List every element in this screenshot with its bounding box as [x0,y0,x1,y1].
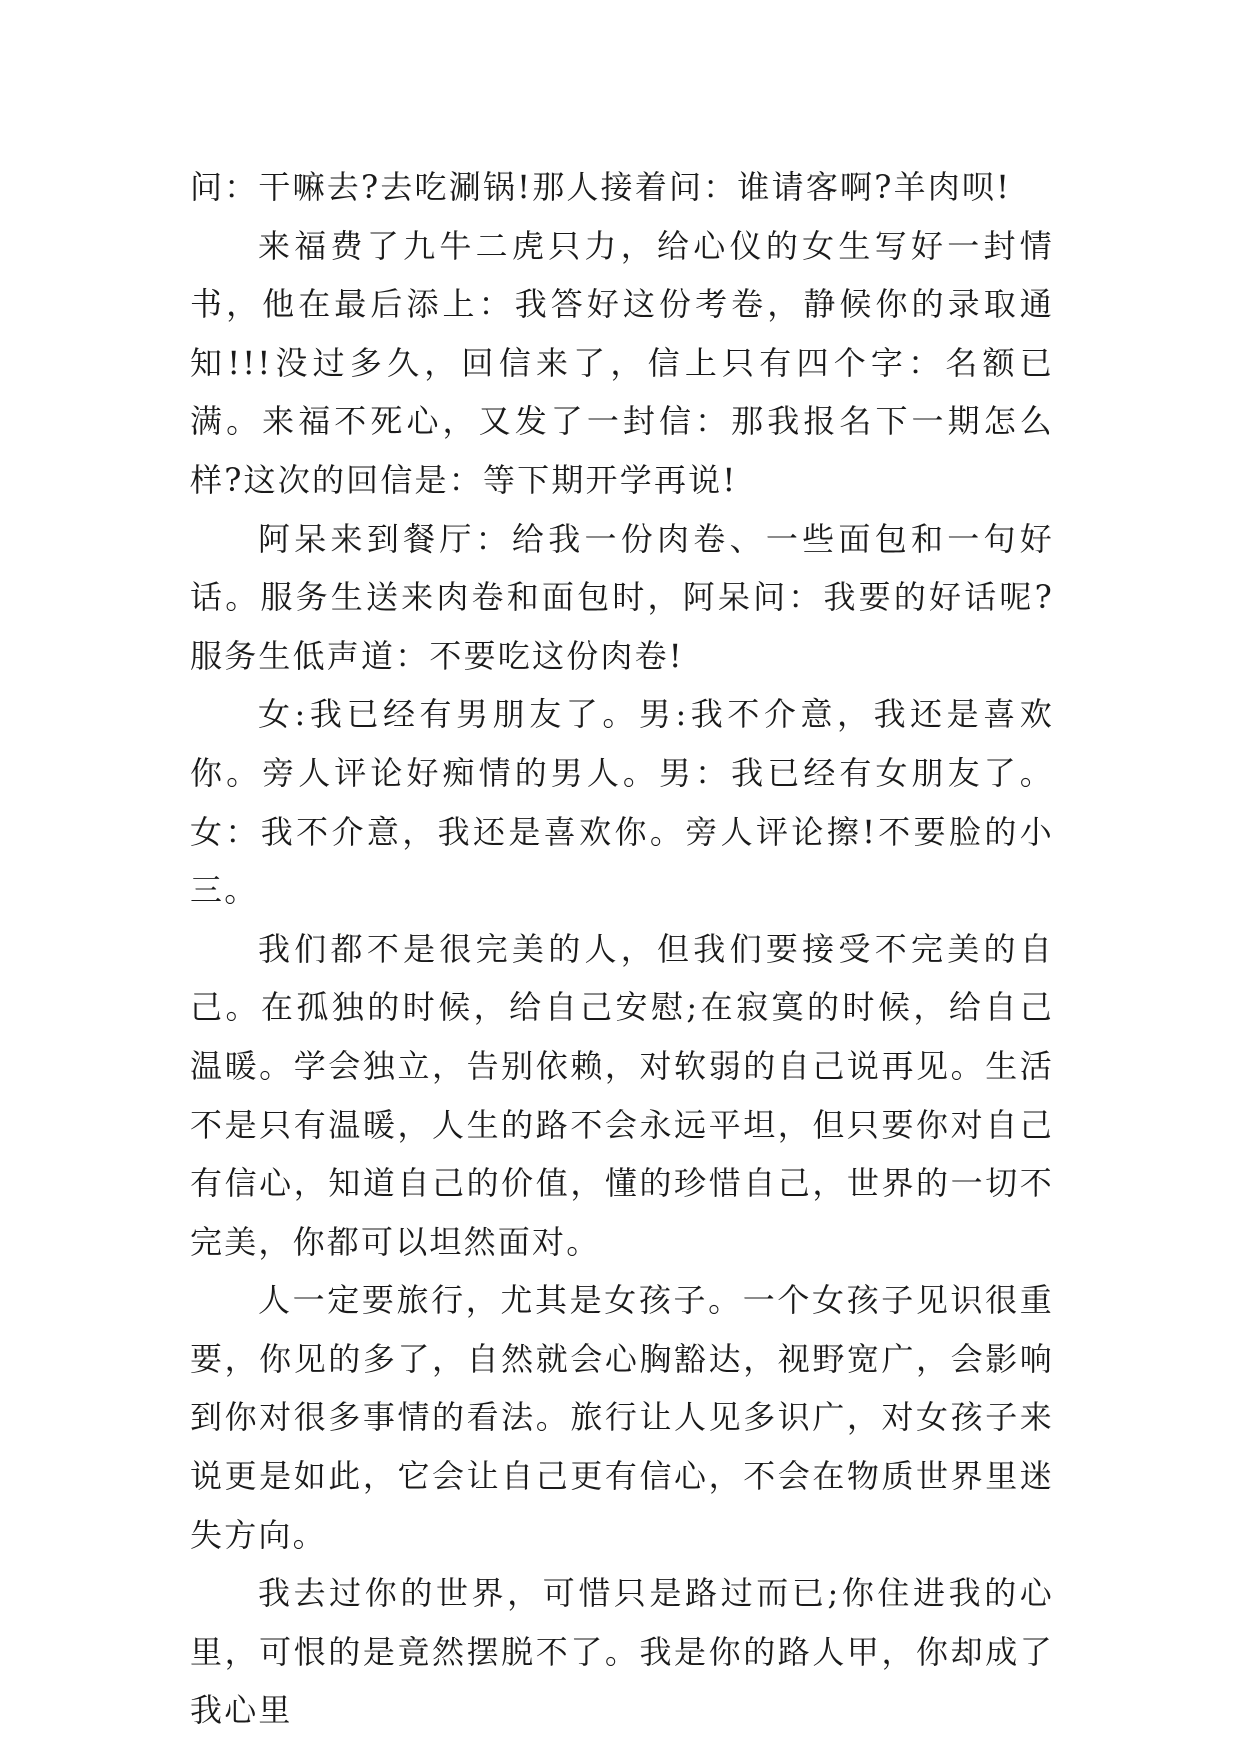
paragraph-1: 问：干嘛去?去吃涮锅!那人接着问：谁请客啊?羊肉呗! [190,168,1012,206]
paragraph-2: 来福费了九牛二虎只力，给心仪的女生写好一封情书，他在最后添上：我答好这份考卷，静候你的录取通知!!!没过多久，回信来了，信上只有四个字：名额已满。来福不死心，又发了一封信：那我报名下一期怎么样?这次的回信是：等下期开学再说! [190,226,1054,499]
paragraph-6: 人一定要旅行，尤其是女孩子。一个女孩子见识很重要，你见的多了，自然就会心胸豁达，视野宽广，会影响到你对很多事情的看法。旅行让人见多识广，对女孩子来说更是如此，它会让自己更有信心，不会在物质世界里迷失方向。 [190,1281,1054,1554]
document-body [190,158,1054,1740]
paragraph-3: 阿呆来到餐厅：给我一份肉卷、一些面包和一句好话。服务生送来肉卷和面包时，阿呆问：我要的好话呢?服务生低声道：不要吃这份肉卷! [190,519,1054,675]
paragraph-5: 我们都不是很完美的人，但我们要接受不完美的自己。在孤独的时候，给自己安慰;在寂寞的时候，给自己温暖。学会独立，告别依赖，对软弱的自己说再见。生活不是只有温暖，人生的路不会永远平坦，但只要你对自己有信心，知道自己的价值，懂的珍惜自己，世界的一切不完美，你都可以坦然面对。 [190,929,1054,1261]
paragraph-4: 女:我已经有男朋友了。男:我不介意，我还是喜欢你。旁人评论好痴情的男人。男：我已经有女朋友了。女：我不介意，我还是喜欢你。旁人评论擦!不要脸的小三。 [190,695,1054,910]
paragraph-7: 我去过你的世界，可惜只是路过而已;你住进我的心里，可恨的是竟然摆脱不了。我是你的路人甲，你却成了我心里 [190,1574,1054,1730]
